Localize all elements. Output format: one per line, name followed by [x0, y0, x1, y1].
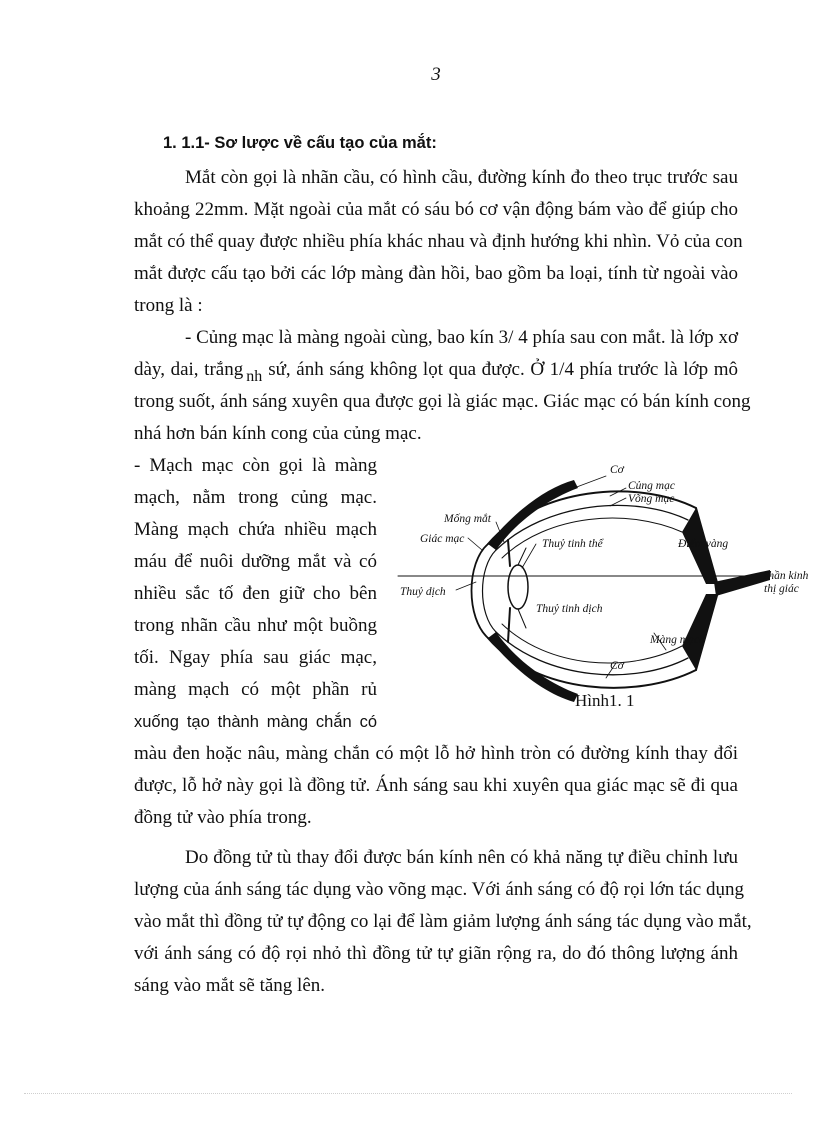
paragraph-line: - Mạch mạc còn gọi là màng	[134, 455, 377, 476]
footer-rule	[24, 1093, 792, 1094]
label-co-top: Cơ	[610, 464, 624, 476]
paragraph-line: tối. Ngay phía sau giác mạc,	[134, 647, 377, 668]
label-giac-mac: Giác mạc	[420, 533, 465, 545]
paragraph-line: được, lỗ hở này gọi là đồng tử. Ánh sáng sau khi xuyên qua giác mạc sẽ đi qua	[134, 775, 738, 796]
paragraph-line: mắt được cấu tạo bởi các lớp màng đàn hồi, bao gồm ba loại, tính từ ngoài vào	[134, 263, 738, 284]
label-co-bottom: Cơ	[610, 660, 624, 672]
label-thuy-dich: Thuỷ dịch	[400, 586, 446, 598]
label-diem-vang: Điểm vàng	[678, 538, 729, 550]
paragraph-line: mắt có thể quay được nhiều phía khác nhau và định hướng khi nhìn. Vỏ của con	[134, 231, 743, 252]
eye-diagram-figure	[396, 458, 816, 723]
leader-line	[456, 582, 476, 590]
paragraph-line: mạch, nằm trong củng mạc.	[134, 487, 377, 508]
label-thuy-tinh-dich: Thuỷ tinh dịch	[536, 603, 603, 615]
paragraph-line: sáng vào mắt sẽ tăng lên.	[134, 975, 326, 996]
line-segment: sứ, ánh sáng không lọt qua được. Ở 1/4 phía trước là lớp mô	[268, 359, 739, 380]
cornea-inner	[483, 550, 497, 632]
iris-upper	[508, 540, 510, 566]
paragraph-line: - Củng mạc là màng ngoài cùng, bao kín 3/ 4 phía sau con mắt. là lớp xơ	[185, 327, 738, 348]
page-number: 3	[431, 64, 441, 85]
leader-line	[522, 544, 536, 568]
paragraph-line: màng mạch có một phần rủ	[134, 679, 377, 700]
figure-caption: Hình1. 1	[575, 691, 635, 710]
label-thi-giac: thị giác	[764, 583, 799, 595]
label-vong-mac: Võng mạc	[628, 493, 675, 505]
paragraph-line: màu đen hoặc nâu, màng chắn có một lỗ hở hình tròn có đường kính thay đổi	[134, 743, 738, 764]
lens-suspension	[518, 548, 526, 628]
paragraph-line: máu để nuôi dưỡng mắt và có	[134, 551, 377, 572]
paragraph-line: Mắt còn gọi là nhãn cầu, có hình cầu, đường kính đo theo trục trước sau	[185, 167, 738, 188]
iris-lower	[508, 608, 510, 642]
leader-line	[574, 476, 606, 488]
label-cung-mac: Củng mạc	[628, 480, 675, 492]
paragraph-line: nhá hơn bán kính cong của củng mạc.	[134, 423, 422, 444]
paragraph-line	[134, 358, 739, 385]
label-thuy-tinh-the: Thuỷ tinh thể	[542, 538, 603, 550]
paragraph-line: với ánh sáng có độ rọi nhỏ thì đồng tử tự giãn rộng ra, do đó thông lượng ánh	[134, 943, 738, 964]
label-than-kinh: Thần kinh	[762, 570, 809, 582]
paragraph-line: Màng mạch chứa nhiều mạch	[134, 519, 377, 540]
muscle-bottom	[488, 632, 578, 702]
eye-diagram	[396, 458, 816, 723]
paragraph-line: trong suốt, ánh sáng xuyên qua được gọi là giác mạc. Giác mạc có bán kính cong	[134, 391, 751, 412]
label-mang-mach: Màng mạch	[650, 634, 705, 646]
lens	[508, 565, 528, 609]
subscript-fragment: nh	[246, 368, 263, 385]
leader-line	[468, 538, 482, 550]
paragraph-line: lượng của ánh sáng tác dụng vào võng mạc. Với ánh sáng có độ rọi lớn tác dụng	[134, 879, 744, 900]
paragraph-line: vào mắt thì đồng tử tự động co lại để làm giảm lượng ánh sáng tác dụng vào mắt,	[134, 911, 752, 932]
paragraph-line: trong nhãn cầu như một buồng	[134, 615, 377, 636]
paragraph-line: xuống tạo thành màng chắn có	[134, 713, 377, 731]
line-segment: dày, dai, trắng	[134, 359, 244, 380]
label-mong-mat: Mống mắt	[444, 513, 491, 525]
cornea-outline	[472, 544, 489, 638]
paragraph-line: Do đồng tử tù thay đổi được bán kính nên có khả năng tự điều chỉnh lưu	[185, 847, 738, 868]
paragraph-line: nhiều sắc tố đen giữ cho bên	[134, 583, 377, 604]
section-heading: 1. 1.1- Sơ lược về cấu tạo của mắt:	[163, 134, 437, 152]
paragraph-line: trong là :	[134, 295, 203, 316]
paragraph-line: đồng tử vào phía trong.	[134, 807, 312, 828]
paragraph-line: khoảng 22mm. Mặt ngoài của mắt có sáu bó cơ vận động bám vào để giúp cho	[134, 199, 738, 220]
